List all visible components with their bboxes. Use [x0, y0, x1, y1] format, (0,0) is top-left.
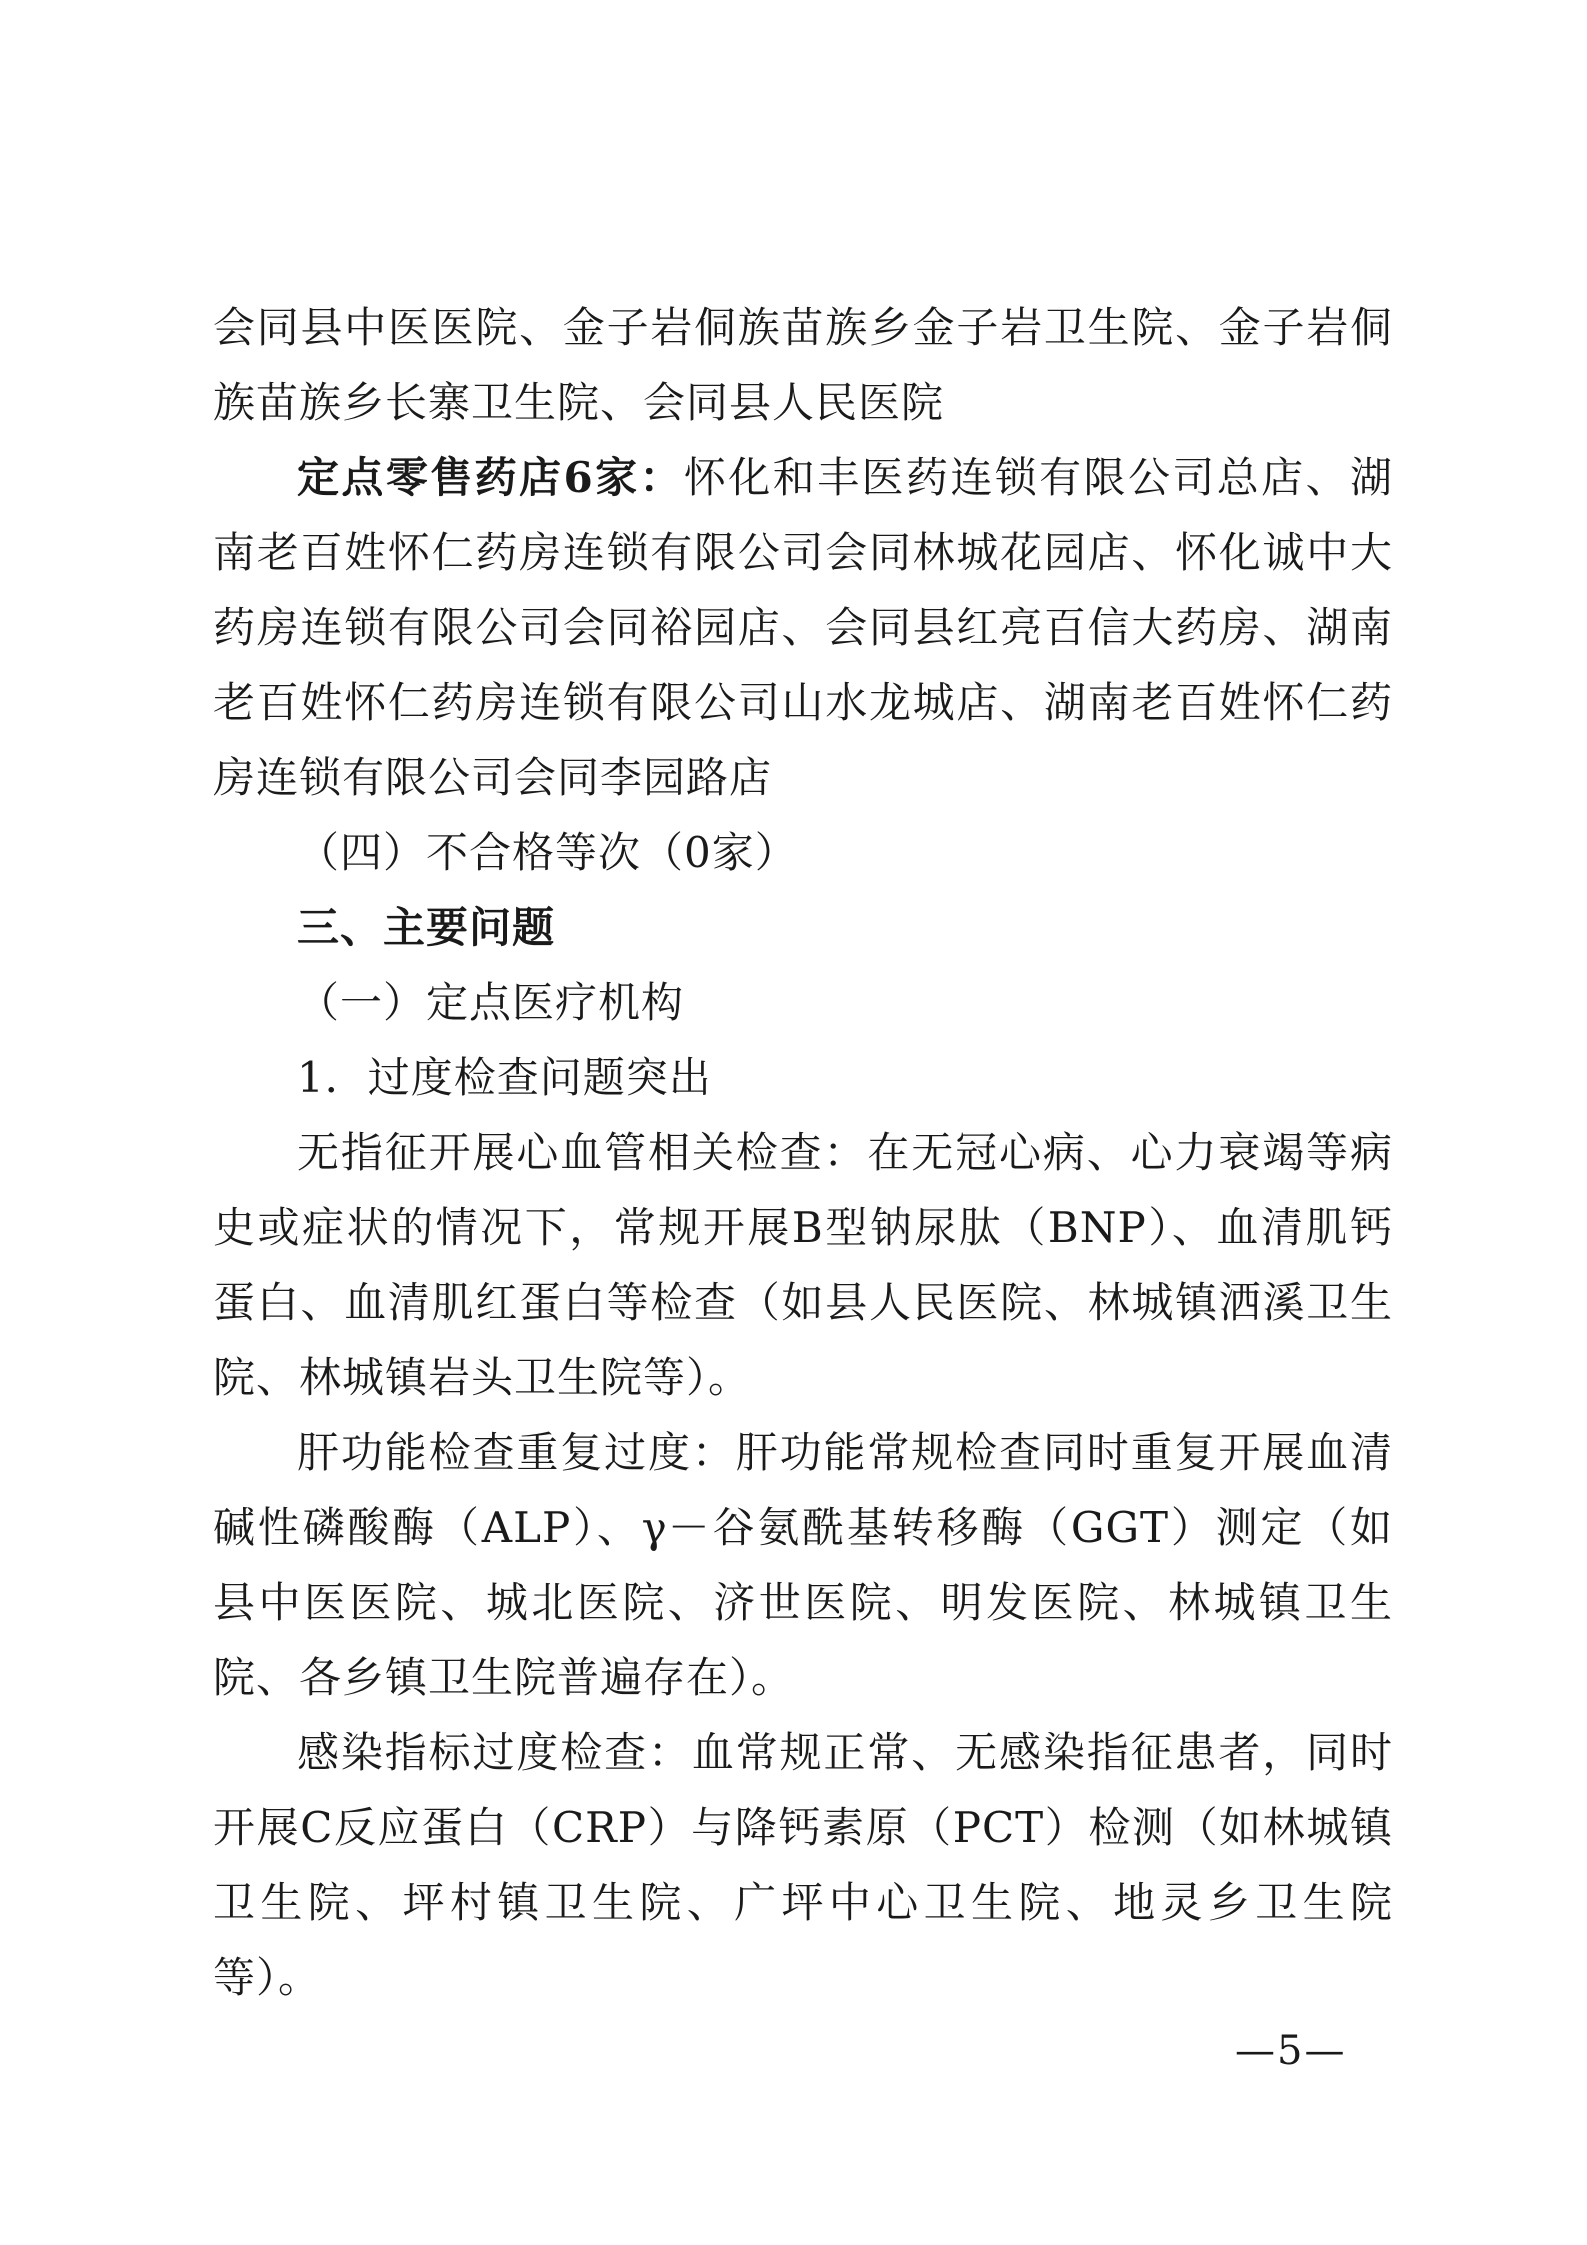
- retail-pharmacies-label: 定点零售药店6家：: [297, 453, 684, 502]
- paragraph-retail-pharmacies: [213, 440, 1393, 815]
- page-number: —5—: [1235, 2028, 1347, 2074]
- paragraph-hospital-list: 会同县中医医院、金子岩侗族苗族乡金子岩卫生院、金子岩侗族苗族乡长寨卫生院、会同县人民医院: [213, 303, 1393, 427]
- paragraph-infection-indicator-tests: 感染指标过度检查：血常规正常、无感染指征患者，同时开展C反应蛋白（CRP）与降钙素原（PCT）检测（如林城镇卫生院、坪村镇卫生院、广坪中心卫生院、地灵乡卫生院等）。: [213, 1728, 1393, 2002]
- subheading-unqualified-grade: （四）不合格等次（0家）: [297, 828, 798, 877]
- retail-pharmacies-text: 怀化和丰医药连锁有限公司总店、湖南老百姓怀仁药房连锁有限公司会同林城花园店、怀化诚中大药房连锁有限公司会同裕园店、会同县红亮百信大药房、湖南老百姓怀仁药房连锁有限公司山水龙城店、湖南老百姓怀仁药房连锁有限公司会同李园路店: [213, 453, 1393, 802]
- paragraph-cardiovascular-tests: 无指征开展心血管相关检查：在无冠心病、心力衰竭等病史或症状的情况下，常规开展B型钠尿肽（BNP）、血清肌钙蛋白、血清肌红蛋白等检查（如县人民医院、林城镇洒溪卫生院、林城镇岩头卫生院等）。: [213, 1128, 1393, 1402]
- document-body: [213, 290, 1393, 2015]
- subheading-designated-medical-institutions: （一）定点医疗机构: [297, 978, 685, 1027]
- section-heading-main-issues: 三、主要问题: [297, 903, 556, 952]
- paragraph-liver-function-tests: 肝功能检查重复过度：肝功能常规检查同时重复开展血清碱性磷酸酶（ALP）、γ－谷氨酰基转移酶（GGT）测定（如县中医医院、城北医院、济世医院、明发医院、林城镇卫生院、各乡镇卫生院普遍存在）。: [213, 1428, 1393, 1702]
- item-heading-excessive-examination: 1．过度检查问题突出: [297, 1053, 712, 1102]
